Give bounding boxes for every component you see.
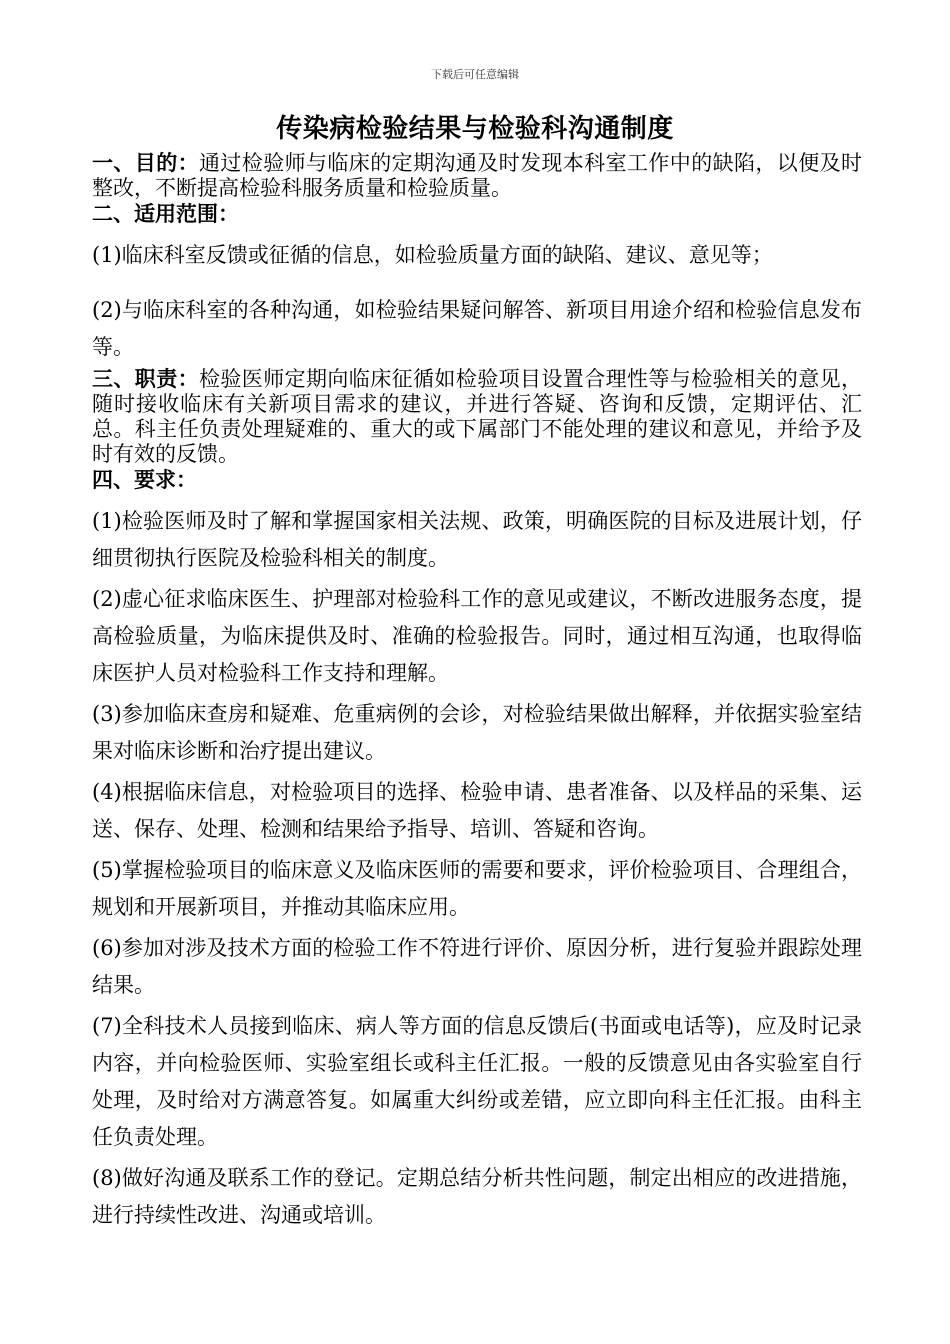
section-requirements: [92, 467, 862, 493]
section-duties: [92, 366, 862, 467]
requirement-item-6: (6)参加对涉及技术方面的检验工作不符进行评价、原因分析，进行复验并跟踪处理结果。: [92, 936, 862, 997]
document-title: 传染病检验结果与检验科沟通制度: [276, 114, 674, 144]
requirement-item-7: (7)全科技术人员接到临床、病人等方面的信息反馈后(书面或电话等)，应及时记录内容，并向检验医师、实验室组长或科主任汇报。一般的反馈意见由各实验室自行处理，及时给对方满意答复。如属重大纠纷或差错，应立即向科主任汇报。由科主任负责处理。: [92, 1014, 862, 1149]
section-text: 检验医师定期向临床征循如检验项目设置合理性等与检验相关的意见，随时接收临床有关新项目需求的建议，并进行答疑、咨询和反馈，定期评估、汇总。科主任负责处理疑难的、重大的或下属部门不能处理的建议和意见，并给予及时有效的反馈。: [92, 367, 862, 466]
requirement-item-3: (3)参加临床查房和疑难、危重病例的会诊，对检验结果做出解释，并依据实验室结果对临床诊断和治疗提出建议。: [92, 702, 862, 763]
section-label: 四、要求：: [92, 467, 197, 492]
requirement-item-8: (8)做好沟通及联系工作的登记。定期总结分析共性问题，制定出相应的改进措施，进行持续性改进、沟通或培训。: [92, 1166, 862, 1227]
requirement-item-2: (2)虚心征求临床医生、护理部对检验科工作的意见或建议，不断改进服务态度，提高检验质量，为临床提供及时、准确的检验报告。同时，通过相互沟通，也取得临床医护人员对检验科工作支持和理解。: [92, 587, 862, 685]
document-body: [92, 150, 862, 1234]
requirement-item-1: (1)检验医师及时了解和掌握国家相关法规、政策，明确医院的目标及进展计划，仔细贯彻执行医院及检验科相关的制度。: [92, 509, 862, 570]
section-purpose: [92, 150, 862, 201]
header-note: 下载后可任意编辑: [431, 68, 519, 81]
requirement-item-5: (5)掌握检验项目的临床意义及临床医师的需要和要求，评价检验项目、合理组合，规划和开展新项目，并推动其临床应用。: [92, 858, 862, 919]
section-text: 通过检验师与临床的定期沟通及时发现本科室工作中的缺陷，以便及时整改，不断提高检验科服务质量和检验质量。: [92, 151, 862, 200]
section-scope: [92, 201, 862, 227]
scope-item-2: (2)与临床科室的各种沟通，如检验结果疑问解答、新项目用途介绍和检验信息发布等。: [92, 298, 862, 359]
requirement-item-4: (4)根据临床信息，对检验项目的选择、检验申请、患者准备、以及样品的采集、运送、保存、处理、检测和结果给予指导、培训、答疑和咨询。: [92, 780, 862, 841]
section-label: 一、目的：: [92, 150, 199, 175]
section-label: 二、适用范围：: [92, 201, 239, 226]
section-label: 三、职责：: [92, 366, 199, 391]
scope-item-1: (1)临床科室反馈或征循的信息，如检验质量方面的缺陷、建议、意见等；: [92, 243, 773, 267]
